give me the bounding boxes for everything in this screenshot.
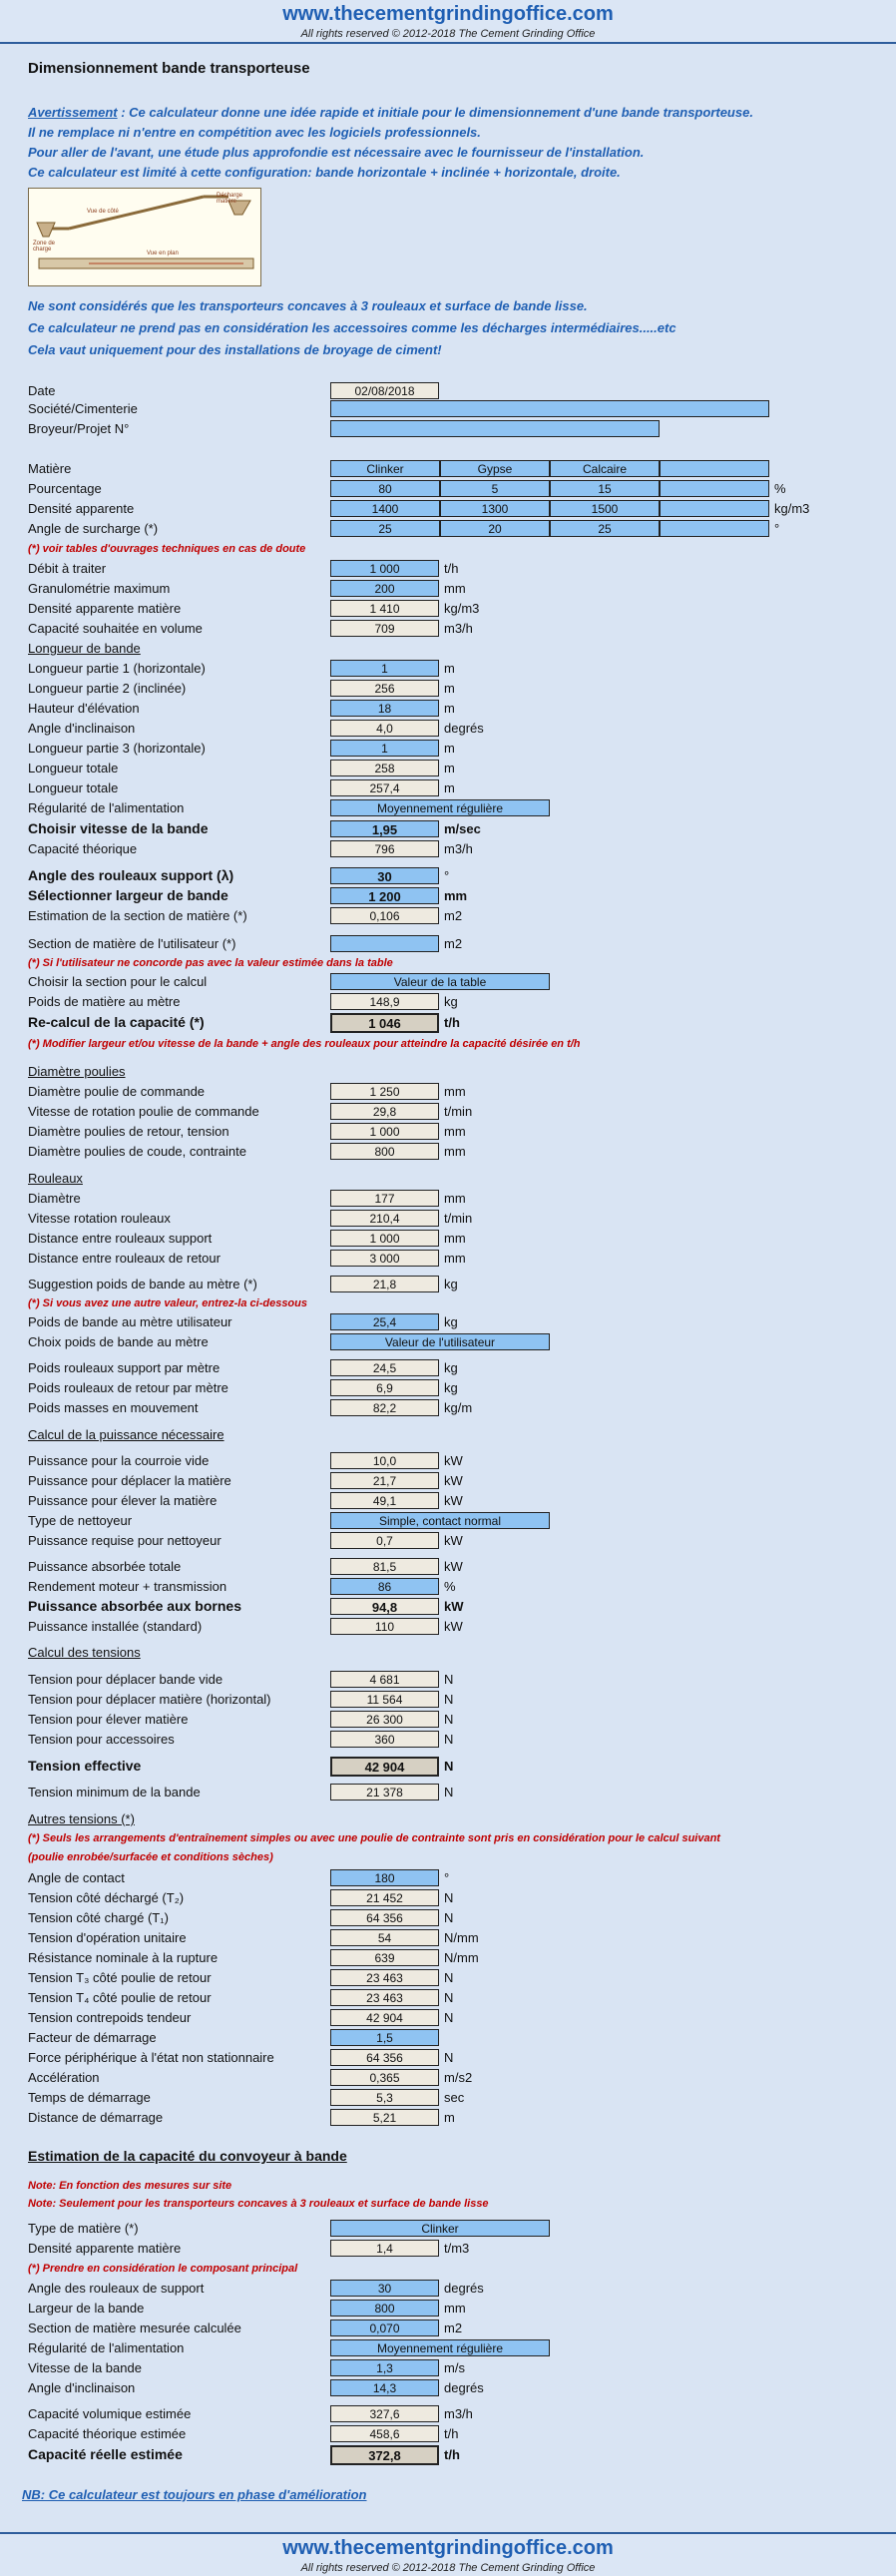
- user-belt-weight-label: Poids de bande au mètre utilisateur: [28, 1314, 232, 1329]
- est-belt-speed-input[interactable]: 1,3: [330, 2359, 439, 2376]
- est-belt-speed-unit: m/s: [444, 2360, 465, 2375]
- empty-belt-tension-value: 4 681: [330, 1671, 439, 1688]
- flow-label: Débit à traiter: [28, 561, 107, 576]
- startup-time-label: Temps de démarrage: [28, 2090, 151, 2105]
- density-1[interactable]: 1400: [330, 500, 440, 517]
- mat-col-2[interactable]: Gypse: [440, 460, 550, 477]
- belt-speed-unit: m/sec: [444, 821, 481, 836]
- move-material-power-value: 21,7: [330, 1472, 439, 1489]
- t1-value: 64 356: [330, 1909, 439, 1926]
- total-power-unit: kW: [444, 1559, 463, 1574]
- incline-value: 4,0: [330, 720, 439, 737]
- pulley-speed-value: 29,8: [330, 1103, 439, 1120]
- measured-section-input[interactable]: 0,070: [330, 2319, 439, 2336]
- page-title: Dimensionnement bande transporteuse: [28, 60, 310, 77]
- est-idler-angle-label: Angle des rouleaux de support: [28, 2281, 205, 2296]
- note-2: Ce calculateur ne prend pas en considération les accessoires comme les décharges intermédiaires.....etc: [28, 320, 676, 335]
- length2-unit: m: [444, 681, 455, 696]
- granulometry-unit: mm: [444, 581, 466, 596]
- carry-roller-weight-label: Poids rouleaux support par mètre: [28, 1360, 221, 1375]
- real-capacity-unit: t/h: [444, 2447, 460, 2462]
- terminal-power-value: 94,8: [330, 1598, 439, 1615]
- pulley-speed-unit: t/min: [444, 1104, 473, 1119]
- other-tensions-note-1: (*) Seuls les arrangements d'entraînement simples ou avec une poulie de contrainte sont pris en considération pour le calcul suivant: [28, 1832, 720, 1844]
- est-incline-unit: degrés: [444, 2380, 484, 2395]
- suggested-belt-weight-unit: kg: [444, 1277, 458, 1291]
- roller-speed-label: Vitesse rotation rouleaux: [28, 1211, 171, 1226]
- density-4[interactable]: [660, 500, 769, 517]
- estimation-section-title: Estimation de la capacité du convoyeur à bande: [28, 2148, 347, 2164]
- belt-weight-choice-select[interactable]: Valeur de l'utilisateur: [330, 1333, 550, 1350]
- breaking-strength-value: 639: [330, 1949, 439, 1966]
- total-length-unit-1: m: [444, 761, 455, 775]
- return-roller-weight-value: 6,9: [330, 1379, 439, 1396]
- unit-tension-label: Tension d'opération unitaire: [28, 1930, 187, 1945]
- material-type-label: Type de matière (*): [28, 2221, 139, 2236]
- density-unit: kg/m3: [774, 501, 810, 516]
- horizontal-tension-value: 11 564: [330, 1691, 439, 1708]
- belt-speed-input[interactable]: 1,95: [330, 820, 439, 837]
- est-incline-input[interactable]: 14,3: [330, 2379, 439, 2396]
- return-pulley-label: Diamètre poulies de retour, tension: [28, 1124, 229, 1139]
- est-belt-speed-label: Vitesse de la bande: [28, 2360, 142, 2375]
- est-belt-width-unit: mm: [444, 2301, 466, 2316]
- project-label: Broyeur/Projet N°: [28, 421, 130, 436]
- counterweight-value: 42 904: [330, 2009, 439, 2026]
- length2-label: Longueur partie 2 (inclinée): [28, 681, 187, 696]
- drive-pulley-unit: mm: [444, 1084, 466, 1099]
- warning-line-2: Il ne remplace ni n'entre en compétition avec les logiciels professionnels.: [28, 125, 481, 140]
- load-zone-label: Zone de charge: [33, 241, 56, 253]
- pct-4[interactable]: [660, 480, 769, 497]
- min-tension-unit: N: [444, 1785, 454, 1800]
- belt-weight-note: (*) Si vous avez une autre valeur, entrez-la ci-dessous: [28, 1297, 307, 1309]
- est-incline-label: Angle d'inclinaison: [28, 2380, 136, 2395]
- efficiency-input[interactable]: 86: [330, 1578, 439, 1595]
- carry-spacing-label: Distance entre rouleaux support: [28, 1231, 213, 1246]
- flow-unit: t/h: [444, 561, 459, 576]
- power-section-title: Calcul de la puissance nécessaire: [28, 1427, 224, 1442]
- return-spacing-label: Distance entre rouleaux de retour: [28, 1251, 221, 1266]
- accessory-tension-value: 360: [330, 1731, 439, 1748]
- main-component-note: (*) Prendre en considération le composant principal: [28, 2263, 298, 2275]
- material-label: Matière: [28, 461, 72, 476]
- user-section-label: Section de matière de l'utilisateur (*): [28, 936, 236, 951]
- section-estimate-value: 0,106: [330, 907, 439, 924]
- mat-col-3[interactable]: Calcaire: [550, 460, 660, 477]
- suggested-belt-weight-value: 21,8: [330, 1276, 439, 1292]
- user-section-note: (*) Si l'utilisateur ne concorde pas avec la valeur estimée dans la table: [28, 957, 393, 969]
- surcharge-3[interactable]: 25: [550, 520, 660, 537]
- idler-angle-input[interactable]: 30: [330, 867, 439, 884]
- bend-pulley-unit: mm: [444, 1144, 466, 1159]
- conveyor-diagram: [28, 188, 261, 286]
- horizontal-tension-unit: N: [444, 1692, 454, 1707]
- height-input[interactable]: 18: [330, 700, 439, 717]
- recalc-capacity-label: Re-calcul de la capacité (*): [28, 1014, 205, 1030]
- est-belt-width-input[interactable]: 800: [330, 2300, 439, 2317]
- discharge-label: Décharge matière: [217, 193, 243, 205]
- idler-angle-unit: °: [444, 868, 450, 883]
- section-estimate-label: Estimation de la section de matière (*): [28, 908, 247, 923]
- est-feed-regularity-select[interactable]: Moyennement régulière: [330, 2339, 550, 2356]
- date-label: Date: [28, 383, 56, 398]
- est-belt-width-label: Largeur de la bande: [28, 2301, 145, 2316]
- vol-capacity-est-unit: m3/h: [444, 2406, 473, 2421]
- total-length-value-2: 257,4: [330, 779, 439, 796]
- est-density-label: Densité apparente matière: [28, 2241, 182, 2256]
- startup-time-value: 5,3: [330, 2089, 439, 2106]
- flow-input[interactable]: 1 000: [330, 560, 439, 577]
- mat-col-1[interactable]: Clinker: [330, 460, 440, 477]
- total-length-label-1: Longueur totale: [28, 761, 119, 775]
- section-choice-select[interactable]: Valeur de la table: [330, 973, 550, 990]
- belt-weight-choice-label: Choix poids de bande au mètre: [28, 1334, 209, 1349]
- t2-label: Tension côté déchargé (T₂): [28, 1890, 185, 1905]
- length-section-title: Longueur de bande: [28, 641, 141, 656]
- vol-capacity-est-label: Capacité volumique estimée: [28, 2406, 192, 2421]
- return-roller-weight-unit: kg: [444, 1380, 458, 1395]
- length3-label: Longueur partie 3 (horizontale): [28, 741, 206, 756]
- theoretical-capacity-unit: m3/h: [444, 841, 473, 856]
- warning-prefix: Avertissement: [28, 105, 118, 120]
- empty-belt-power-value: 10,0: [330, 1452, 439, 1469]
- cleaner-power-label: Puissance requise pour nettoyeur: [28, 1533, 222, 1548]
- material-type-select[interactable]: Clinker: [330, 2220, 550, 2237]
- t1-label: Tension côté chargé (T₁): [28, 1910, 169, 1925]
- section-choice-label: Choisir la section pour le calcul: [28, 974, 208, 989]
- header: [0, 0, 896, 44]
- breaking-strength-unit: N/mm: [444, 1950, 479, 1965]
- pct-unit: %: [774, 481, 786, 496]
- length3-unit: m: [444, 741, 455, 756]
- carry-spacing-unit: mm: [444, 1231, 466, 1246]
- idler-angle-label: Angle des rouleaux support (λ): [28, 867, 234, 883]
- user-section-unit: m2: [444, 936, 463, 951]
- company-label: Société/Cimenterie: [28, 401, 138, 416]
- est-idler-angle-input[interactable]: 30: [330, 2280, 439, 2297]
- est-density-value: 1,4: [330, 2240, 439, 2257]
- accessory-tension-label: Tension pour accessoires: [28, 1732, 175, 1747]
- other-tensions-note-2: (poulie enrobée/surfacée et conditions sèches): [28, 1851, 273, 1863]
- roller-diameter-value: 177: [330, 1190, 439, 1207]
- t4-label: Tension T₄ côté poulie de retour: [28, 1990, 212, 2005]
- other-tensions-title: Autres tensions (*): [28, 1811, 135, 1826]
- user-section-input[interactable]: [330, 935, 439, 952]
- surcharge-1[interactable]: 25: [330, 520, 440, 537]
- est-feed-regularity-label: Régularité de l'alimentation: [28, 2340, 185, 2355]
- t2-value: 21 452: [330, 1889, 439, 1906]
- installed-power-value: 110: [330, 1618, 439, 1635]
- material-weight-unit: kg: [444, 994, 458, 1009]
- warning-line-4: Ce calculateur est limité à cette configuration: bande horizontale + inclinée + horizontale, droite.: [28, 165, 621, 180]
- mat-col-4[interactable]: [660, 460, 769, 477]
- return-pulley-unit: mm: [444, 1124, 466, 1139]
- carry-roller-weight-value: 24,5: [330, 1359, 439, 1376]
- material-weight-value: 148,9: [330, 993, 439, 1010]
- return-roller-weight-label: Poids rouleaux de retour par mètre: [28, 1380, 228, 1395]
- measured-section-unit: m2: [444, 2320, 463, 2335]
- startup-time-unit: sec: [444, 2090, 465, 2105]
- lift-tension-label: Tension pour élever matière: [28, 1712, 189, 1727]
- vol-capacity-unit: m3/h: [444, 621, 473, 636]
- startup-factor-label: Facteur de démarrage: [28, 2030, 157, 2045]
- rollers-section-title: Rouleaux: [28, 1171, 83, 1186]
- rights-text: All rights reserved © 2012-2018 The Cement Grinding Office: [300, 28, 596, 40]
- total-power-value: 81,5: [330, 1558, 439, 1575]
- drive-pulley-value: 1 250: [330, 1083, 439, 1100]
- roller-diameter-label: Diamètre: [28, 1191, 81, 1206]
- height-unit: m: [444, 701, 455, 716]
- acceleration-unit: m/s2: [444, 2070, 473, 2085]
- mat-density-label: Densité apparente matière: [28, 601, 182, 616]
- surcharge-note: (*) voir tables d'ouvrages techniques en cas de doute: [28, 543, 306, 555]
- suggested-belt-weight-label: Suggestion poids de bande au mètre (*): [28, 1277, 257, 1291]
- lift-material-power-label: Puissance pour élever la matière: [28, 1493, 218, 1508]
- density-label: Densité apparente: [28, 501, 135, 516]
- move-material-power-label: Puissance pour déplacer la matière: [28, 1473, 231, 1488]
- real-capacity-value: 372,8: [330, 2445, 439, 2465]
- carry-roller-weight-unit: kg: [444, 1360, 458, 1375]
- min-tension-label: Tension minimum de la bande: [28, 1785, 201, 1800]
- tension-section-title: Calcul des tensions: [28, 1645, 141, 1660]
- estimation-note-1: Note: En fonction des mesures sur site: [28, 2180, 232, 2192]
- length1-unit: m: [444, 661, 455, 676]
- footer-rights-text: All rights reserved © 2012-2018 The Cement Grinding Office: [300, 2562, 596, 2574]
- effective-tension-label: Tension effective: [28, 1758, 142, 1774]
- contact-angle-input[interactable]: 180: [330, 1869, 439, 1886]
- capacity-note: (*) Modifier largeur et/ou vitesse de la bande + angle des rouleaux pour atteindre la capacité désirée en t/h: [28, 1038, 581, 1050]
- cleaner-type-label: Type de nettoyeur: [28, 1513, 133, 1528]
- contact-angle-unit: °: [444, 1870, 450, 1885]
- efficiency-label: Rendement moteur + transmission: [28, 1579, 227, 1594]
- startup-distance-label: Distance de démarrage: [28, 2110, 164, 2125]
- length1-label: Longueur partie 1 (horizontale): [28, 661, 206, 676]
- empty-belt-tension-unit: N: [444, 1672, 454, 1687]
- installed-power-label: Puissance installée (standard): [28, 1619, 203, 1634]
- vol-capacity-value: 709: [330, 620, 439, 637]
- return-pulley-value: 1 000: [330, 1123, 439, 1140]
- user-belt-weight-unit: kg: [444, 1314, 458, 1329]
- side-view-label: Vue de côté: [87, 209, 119, 215]
- surcharge-unit: °: [774, 521, 780, 536]
- recalc-capacity-value: 1 046: [330, 1013, 439, 1033]
- t3-unit: N: [444, 1970, 454, 1985]
- pulley-section-title: Diamètre poulies: [28, 1064, 126, 1079]
- belt-width-select[interactable]: 1 200: [330, 887, 439, 904]
- user-belt-weight-input[interactable]: 25,4: [330, 1313, 439, 1330]
- t4-value: 23 463: [330, 1989, 439, 2006]
- installed-power-unit: kW: [444, 1619, 463, 1634]
- warning-text-1: : Ce calculateur donne une idée rapide et initiale pour le dimensionnement d'une bande transporteuse.: [117, 105, 753, 120]
- peripheral-force-value: 64 356: [330, 2049, 439, 2066]
- theoretical-capacity-label: Capacité théorique: [28, 841, 138, 856]
- efficiency-unit: %: [444, 1579, 456, 1594]
- density-2[interactable]: 1300: [440, 500, 550, 517]
- unit-tension-value: 54: [330, 1929, 439, 1946]
- total-length-value-1: 258: [330, 760, 439, 776]
- granulometry-input[interactable]: 200: [330, 580, 439, 597]
- project-input[interactable]: [330, 420, 660, 437]
- unit-tension-unit: N/mm: [444, 1930, 479, 1945]
- cleaner-power-unit: kW: [444, 1533, 463, 1548]
- footer-site-link[interactable]: www.thecementgrindingoffice.com: [282, 2537, 614, 2559]
- min-tension-value: 21 378: [330, 1784, 439, 1801]
- note-3: Cela vaut uniquement pour des installations de broyage de ciment!: [28, 342, 442, 357]
- vol-capacity-est-value: 327,6: [330, 2405, 439, 2422]
- warning-line-1: [28, 104, 753, 121]
- incline-unit: degrés: [444, 721, 484, 736]
- bend-pulley-label: Diamètre poulies de coude, contrainte: [28, 1144, 246, 1159]
- material-weight-label: Poids de matière au mètre: [28, 994, 181, 1009]
- pulley-speed-label: Vitesse de rotation poulie de commande: [28, 1104, 259, 1119]
- height-label: Hauteur d'élévation: [28, 701, 140, 716]
- length1-input[interactable]: 1: [330, 660, 439, 677]
- real-capacity-label: Capacité réelle estimée: [28, 2446, 183, 2462]
- acceleration-label: Accélération: [28, 2070, 100, 2085]
- theo-capacity-est-value: 458,6: [330, 2425, 439, 2442]
- est-idler-angle-unit: degrés: [444, 2281, 484, 2296]
- t1-unit: N: [444, 1910, 454, 1925]
- measured-section-label: Section de matière mesurée calculée: [28, 2320, 241, 2335]
- mat-density-value: 1 410: [330, 600, 439, 617]
- effective-tension-value: 42 904: [330, 1757, 439, 1777]
- roller-speed-value: 210,4: [330, 1210, 439, 1227]
- vol-capacity-label: Capacité souhaitée en volume: [28, 621, 203, 636]
- pct-label: Pourcentage: [28, 481, 102, 496]
- total-power-label: Puissance absorbée totale: [28, 1559, 182, 1574]
- counterweight-label: Tension contrepoids tendeur: [28, 2010, 192, 2025]
- belt-width-unit: mm: [444, 888, 468, 903]
- moving-mass-label: Poids masses en mouvement: [28, 1400, 199, 1415]
- surcharge-label: Angle de surcharge (*): [28, 521, 159, 536]
- moving-mass-unit: kg/m: [444, 1400, 473, 1415]
- roller-speed-unit: t/min: [444, 1211, 473, 1226]
- acceleration-value: 0,365: [330, 2069, 439, 2086]
- startup-factor-input[interactable]: 1,5: [330, 2029, 439, 2046]
- roller-diameter-unit: mm: [444, 1191, 466, 1206]
- length2-value: 256: [330, 680, 439, 697]
- peripheral-force-unit: N: [444, 2050, 454, 2065]
- cleaner-power-value: 0,7: [330, 1532, 439, 1549]
- length3-input[interactable]: 1: [330, 740, 439, 757]
- terminal-power-unit: kW: [444, 1599, 464, 1614]
- mat-density-unit: kg/m3: [444, 601, 480, 616]
- surcharge-2[interactable]: 20: [440, 520, 550, 537]
- move-material-power-unit: kW: [444, 1473, 463, 1488]
- return-spacing-unit: mm: [444, 1251, 466, 1266]
- warning-line-3: Pour aller de l'avant, une étude plus approfondie est nécessaire avec le fournisseur de l'installation.: [28, 145, 645, 160]
- total-length-label-2: Longueur totale: [28, 780, 119, 795]
- t2-unit: N: [444, 1890, 454, 1905]
- density-3[interactable]: 1500: [550, 500, 660, 517]
- t4-unit: N: [444, 1990, 454, 2005]
- incline-label: Angle d'inclinaison: [28, 721, 136, 736]
- lift-material-power-value: 49,1: [330, 1492, 439, 1509]
- cleaner-type-select[interactable]: Simple, contact normal: [330, 1512, 550, 1529]
- startup-distance-unit: m: [444, 2110, 455, 2125]
- t3-value: 23 463: [330, 1969, 439, 1986]
- empty-belt-power-unit: kW: [444, 1453, 463, 1468]
- counterweight-unit: N: [444, 2010, 454, 2025]
- lift-material-power-unit: kW: [444, 1493, 463, 1508]
- feed-regularity-select[interactable]: Moyennement régulière: [330, 799, 550, 816]
- contact-angle-label: Angle de contact: [28, 1870, 125, 1885]
- belt-width-label: Sélectionner largeur de bande: [28, 887, 228, 903]
- lift-tension-value: 26 300: [330, 1711, 439, 1728]
- empty-belt-power-label: Puissance pour la courroie vide: [28, 1453, 210, 1468]
- plan-view-label: Vue en plan: [147, 251, 179, 257]
- estimation-note-2: Note: Seulement pour les transporteurs concaves à 3 rouleaux et surface de bande lisse: [28, 2198, 489, 2210]
- theo-capacity-est-label: Capacité théorique estimée: [28, 2426, 187, 2441]
- return-spacing-value: 3 000: [330, 1250, 439, 1267]
- company-input[interactable]: [330, 400, 769, 417]
- horizontal-tension-label: Tension pour déplacer matière (horizontal): [28, 1692, 271, 1707]
- granulometry-label: Granulométrie maximum: [28, 581, 171, 596]
- peripheral-force-label: Force périphérique à l'état non stationnaire: [28, 2050, 274, 2065]
- startup-distance-value: 5,21: [330, 2109, 439, 2126]
- section-estimate-unit: m2: [444, 908, 463, 923]
- breaking-strength-label: Résistance nominale à la rupture: [28, 1950, 219, 1965]
- pct-1[interactable]: 80: [330, 480, 440, 497]
- belt-speed-label: Choisir vitesse de la bande: [28, 820, 209, 836]
- surcharge-4[interactable]: [660, 520, 769, 537]
- improvement-footnote: NB: Ce calculateur est toujours en phase d'amélioration: [22, 2487, 367, 2502]
- total-length-unit-2: m: [444, 780, 455, 795]
- t3-label: Tension T₃ côté poulie de retour: [28, 1970, 212, 1985]
- bend-pulley-value: 800: [330, 1143, 439, 1160]
- theoretical-capacity-value: 796: [330, 840, 439, 857]
- footer: [0, 2532, 896, 2576]
- moving-mass-value: 82,2: [330, 1399, 439, 1416]
- effective-tension-unit: N: [444, 1759, 454, 1774]
- site-link[interactable]: www.thecementgrindingoffice.com: [282, 3, 614, 25]
- theo-capacity-est-unit: t/h: [444, 2426, 459, 2441]
- lift-tension-unit: N: [444, 1712, 454, 1727]
- feed-regularity-label: Régularité de l'alimentation: [28, 800, 185, 815]
- recalc-capacity-unit: t/h: [444, 1015, 460, 1030]
- empty-belt-tension-label: Tension pour déplacer bande vide: [28, 1672, 224, 1687]
- terminal-power-label: Puissance absorbée aux bornes: [28, 1598, 241, 1614]
- est-density-unit: t/m3: [444, 2241, 470, 2256]
- date-field[interactable]: 02/08/2018: [330, 382, 439, 399]
- note-1: Ne sont considérés que les transporteurs concaves à 3 rouleaux et surface de bande lisse.: [28, 298, 588, 313]
- drive-pulley-label: Diamètre poulie de commande: [28, 1084, 206, 1099]
- carry-spacing-value: 1 000: [330, 1230, 439, 1247]
- pct-2[interactable]: 5: [440, 480, 550, 497]
- accessory-tension-unit: N: [444, 1732, 454, 1747]
- pct-3[interactable]: 15: [550, 480, 660, 497]
